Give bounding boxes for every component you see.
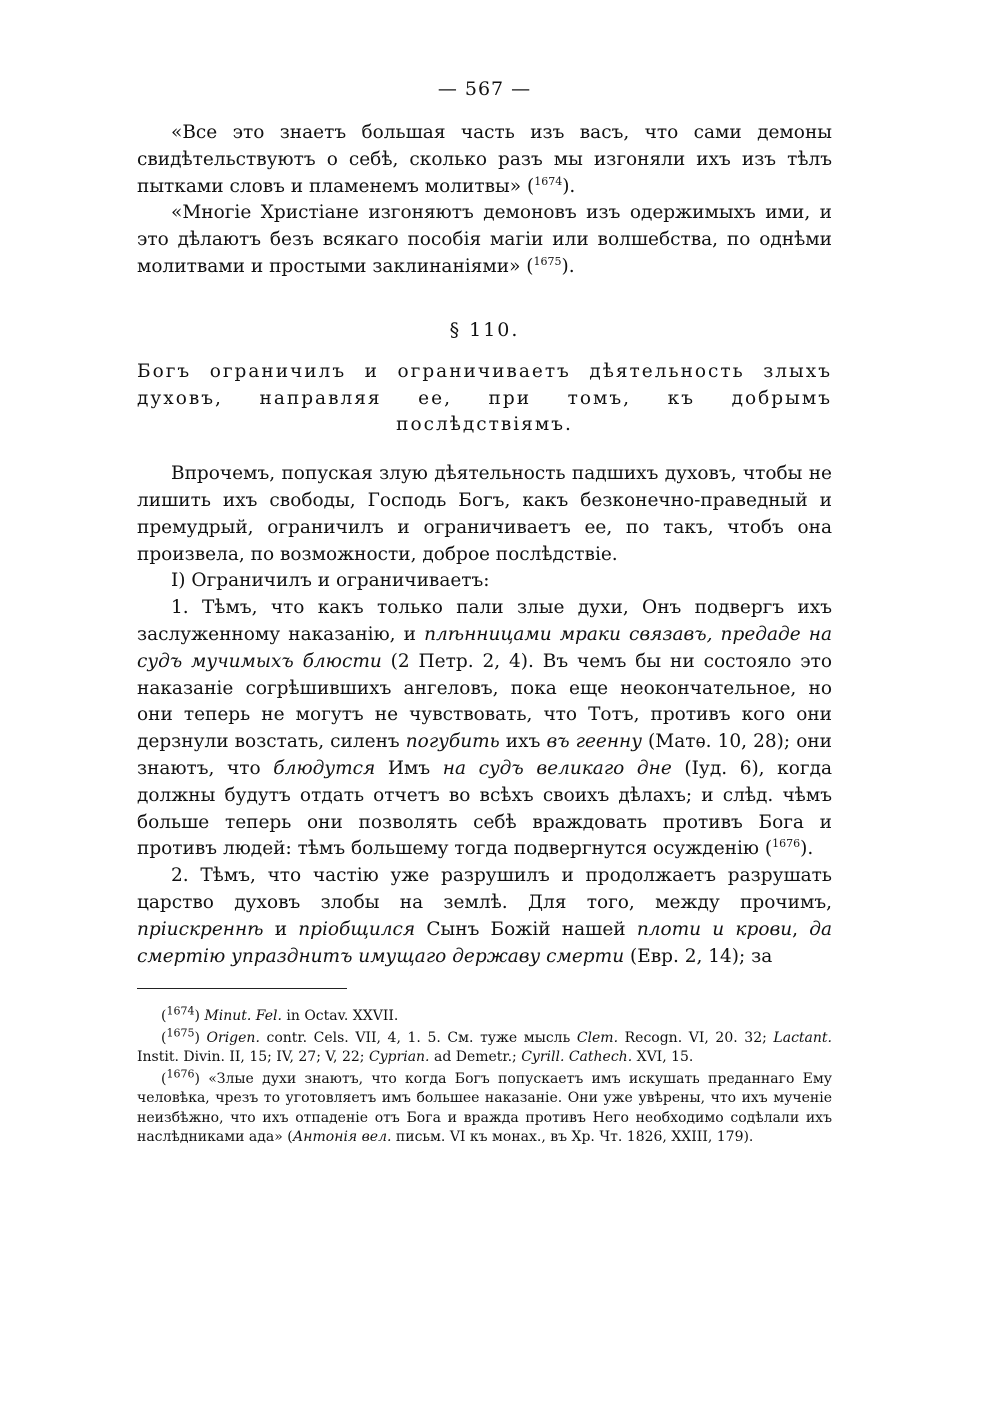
footnote-ref[interactable]: 1674 [534, 174, 563, 188]
footnote-divider [137, 988, 347, 989]
document-page [137, 78, 832, 1150]
text-run: 1. Тѣмъ, что какъ только пали злые духи, Онъ подвергъ ихъ заслуженному наказанію, и [137, 597, 832, 645]
text-run: (Іуд. 6), когда должны будутъ отдать отчетъ во всѣхъ своихъ дѣлахъ; и слѣд. чѣмъ больше теперь они позволять себѣ враждовать противъ Бога и противъ людей: тѣмъ большему тогда подвергнутся осужденію [137, 757, 832, 860]
text-run: Instit. Divin. II, 15; IV, 27; V, 22; [137, 1049, 369, 1066]
quote-paragraph-1: «Все это знаетъ большая часть изъ васъ, что сами демоны свидѣтельствуютъ о себѣ, сколько разъ мы изгоняли ихъ изъ тѣлъ пытками словъ и пламенемъ молитвы» ($^{1674}$). [137, 122, 832, 197]
text-run: письм. VI къ монах., въ Хр. Чт. 1826, XXIII, 179). [391, 1129, 754, 1146]
scripture-quote: на судъ великаго дне [442, 757, 672, 779]
text-run: Recogn. VI, 20. 32; [618, 1029, 774, 1046]
scripture-quote: погубить [405, 731, 500, 753]
section-number: § 110. [449, 318, 520, 341]
footnote-1676: ($^{1676}$) «Злые духи знаютъ, что когда Богъ попускаетъ имъ искушать преданнаго Ему человѣка, чрезъ то уготовляетъ имъ большее наказаніе. Они уже увѣрены, что ихъ мученіе неизбѣжно, что ихъ отпаденіе отъ Бога и вражда противъ Него необходимо содѣлали ихъ наслѣдниками ада» (Антонія вел. письм. VI къ монах., въ Хр. Чт. 1826, XXIII, 179). [137, 1067, 832, 1146]
intro-paragraph: Впрочемъ, попуская злую дѣятельность падшихъ духовъ, чтобы не лишить ихъ свободы, Господь Богъ, какъ безконечно-праведный и премудрый, ограничилъ и ограничиваетъ ее, по такъ, чтобъ она произвела, по возможности, доброе послѣдствіе. [137, 463, 832, 565]
scripture-quote: въ геенну [546, 731, 642, 753]
footnote-1674: ($^{1674}$) Minut. Fel. in Octav. XXVII. [161, 1004, 399, 1025]
text-run: (Матѳ. 10, 28); они знаютъ, что [137, 731, 833, 779]
quote-text: «Многіе Христіане изгоняютъ демоновъ изъ одержимыхъ ими, и это дѣлаютъ безъ всякаго пособія магіи или волшебства, по однѣми молитвами и простыми заклинаніями» [137, 202, 832, 277]
author-name: Clem. [576, 1029, 619, 1046]
footnote-ref[interactable]: 1675 [533, 254, 562, 268]
footnote-ref[interactable]: 1676 [772, 837, 801, 851]
text-run: Имъ [375, 757, 443, 779]
point-I: I) Ограничилъ и ограничиваетъ: [171, 570, 490, 592]
scripture-quote: блюдутся [273, 757, 376, 779]
footnote-number: 1674 [166, 1004, 195, 1018]
text-run: 2. Тѣмъ, что частію уже разрушилъ и продолжаетъ разрушать царство духовъ злобы на землѣ. Для того, между прочимъ, [137, 865, 832, 913]
author-name: Lactant. [773, 1029, 832, 1046]
text-run: Сынъ Божій нашей [415, 918, 637, 940]
quote-paragraph-2: «Многіе Христіане изгоняютъ демоновъ изъ одержимыхъ ими, и это дѣлаютъ безъ всякаго пособія магіи или волшебства, по однѣми молитвами и простыми заклинаніями» ($^{1675}$). [137, 202, 832, 277]
paragraph-point-1: 1. Тѣмъ, что какъ только пали злые духи, Онъ подвергъ ихъ заслуженному наказанію, и плѣнницами мраки связавъ, предаде на судъ мучимыхъ блюсти (2 Петр. 2, 4). Въ чемъ бы ни состояло это наказаніе согрѣшившихъ ангеловъ, пока еще неокончательное, но они теперь не могутъ не чувствовать, что Тотъ, противъ кого они дерзнули возстать, силенъ погубить ихъ въ геенну (Матѳ. 10, 28); они знаютъ, что блюдутся Имъ на судъ великаго дне (Іуд. 6), когда должны будутъ отдать отчетъ во всѣхъ своихъ дѣлахъ; и слѣд. чѣмъ больше теперь они позволять себѣ враждовать противъ Бога и противъ людей: тѣмъ большему тогда подвергнутся осужденію ($^{1676}$). [137, 597, 833, 860]
text-run: (2 Петр. 2, 4). Въ чемъ бы ни состояло это наказаніе согрѣшившихъ ангеловъ, пока еще неокончательное, но они теперь не могутъ не чувствовать, что Тотъ, противъ кого они дерзнули возстать, силенъ [137, 650, 833, 753]
scripture-quote: плѣнницами мраки связавъ, предаде на судъ мучимыхъ блюсти [137, 623, 833, 672]
paragraph-point-2 [137, 863, 832, 970]
quote-text: «Все это знаетъ большая часть изъ васъ, что сами демоны свидѣтельствуютъ о себѣ, сколько разъ мы изгоняли ихъ изъ тѣлъ пытками словъ и пламенемъ молитвы» [137, 122, 832, 197]
scripture-quote: пріискреннѣ [137, 918, 264, 940]
text-run: (Евр. 2, 14); за [624, 945, 773, 967]
text-run: contr. Cels. VII, 4, 1. 5. См. туже мысль [259, 1029, 577, 1046]
text-run: XVI, 15. [632, 1049, 694, 1066]
author-name: Minut. Fel. [204, 1008, 282, 1025]
text-run: «Злые духи знаютъ, что когда Богъ попускаетъ имъ искушать преданнаго Ему человѣка, чрезъ то уготовляетъ имъ большее наказаніе. Они уже увѣрены, что ихъ мученіе неизбѣжно, что ихъ отпаденіе отъ Бога и вражда противъ Него необходимо содѣлали ихъ наслѣдниками ада» ( [137, 1070, 832, 1146]
scripture-quote: да смертію упразднитъ имущаго державу смерти [137, 918, 832, 967]
text-run: in Octav. XXVII. [281, 1008, 399, 1025]
footnote-number: 1675 [166, 1026, 195, 1040]
text-run: и [263, 918, 299, 940]
page-number: — 567 — [437, 78, 532, 100]
author-name: Cyprian. [368, 1049, 430, 1066]
scripture-quote: пріобщился [298, 918, 416, 940]
scripture-quote: плоти и крови [636, 918, 793, 940]
footnote-number: 1676 [166, 1067, 195, 1081]
text-run: ихъ [499, 731, 547, 753]
author-name: Cyrill. Cathech. [521, 1049, 633, 1066]
text-run: , [792, 918, 810, 940]
footnote-1675: ($^{1675}$) Origen. contr. Cels. VII, 4, 1. 5. См. туже мысль Clem. Recogn. VI, 20. 32; Lactant. Instit. Divin. II, 15; IV, 27; V, 22; Cyprian. ad Demetr.; Cyrill. Cathech. XVI, 15. [137, 1026, 832, 1066]
section-heading: Богъ ограничилъ и ограничиваетъ дѣятельность злыхъ духовъ, направляя ее, при томъ, къ добрымъ послѣдствіямъ. [137, 360, 832, 436]
author-name: Origen. [206, 1029, 260, 1046]
author-name: Антонія вел. [292, 1129, 392, 1146]
text-run: ad Demetr.; [429, 1049, 522, 1066]
